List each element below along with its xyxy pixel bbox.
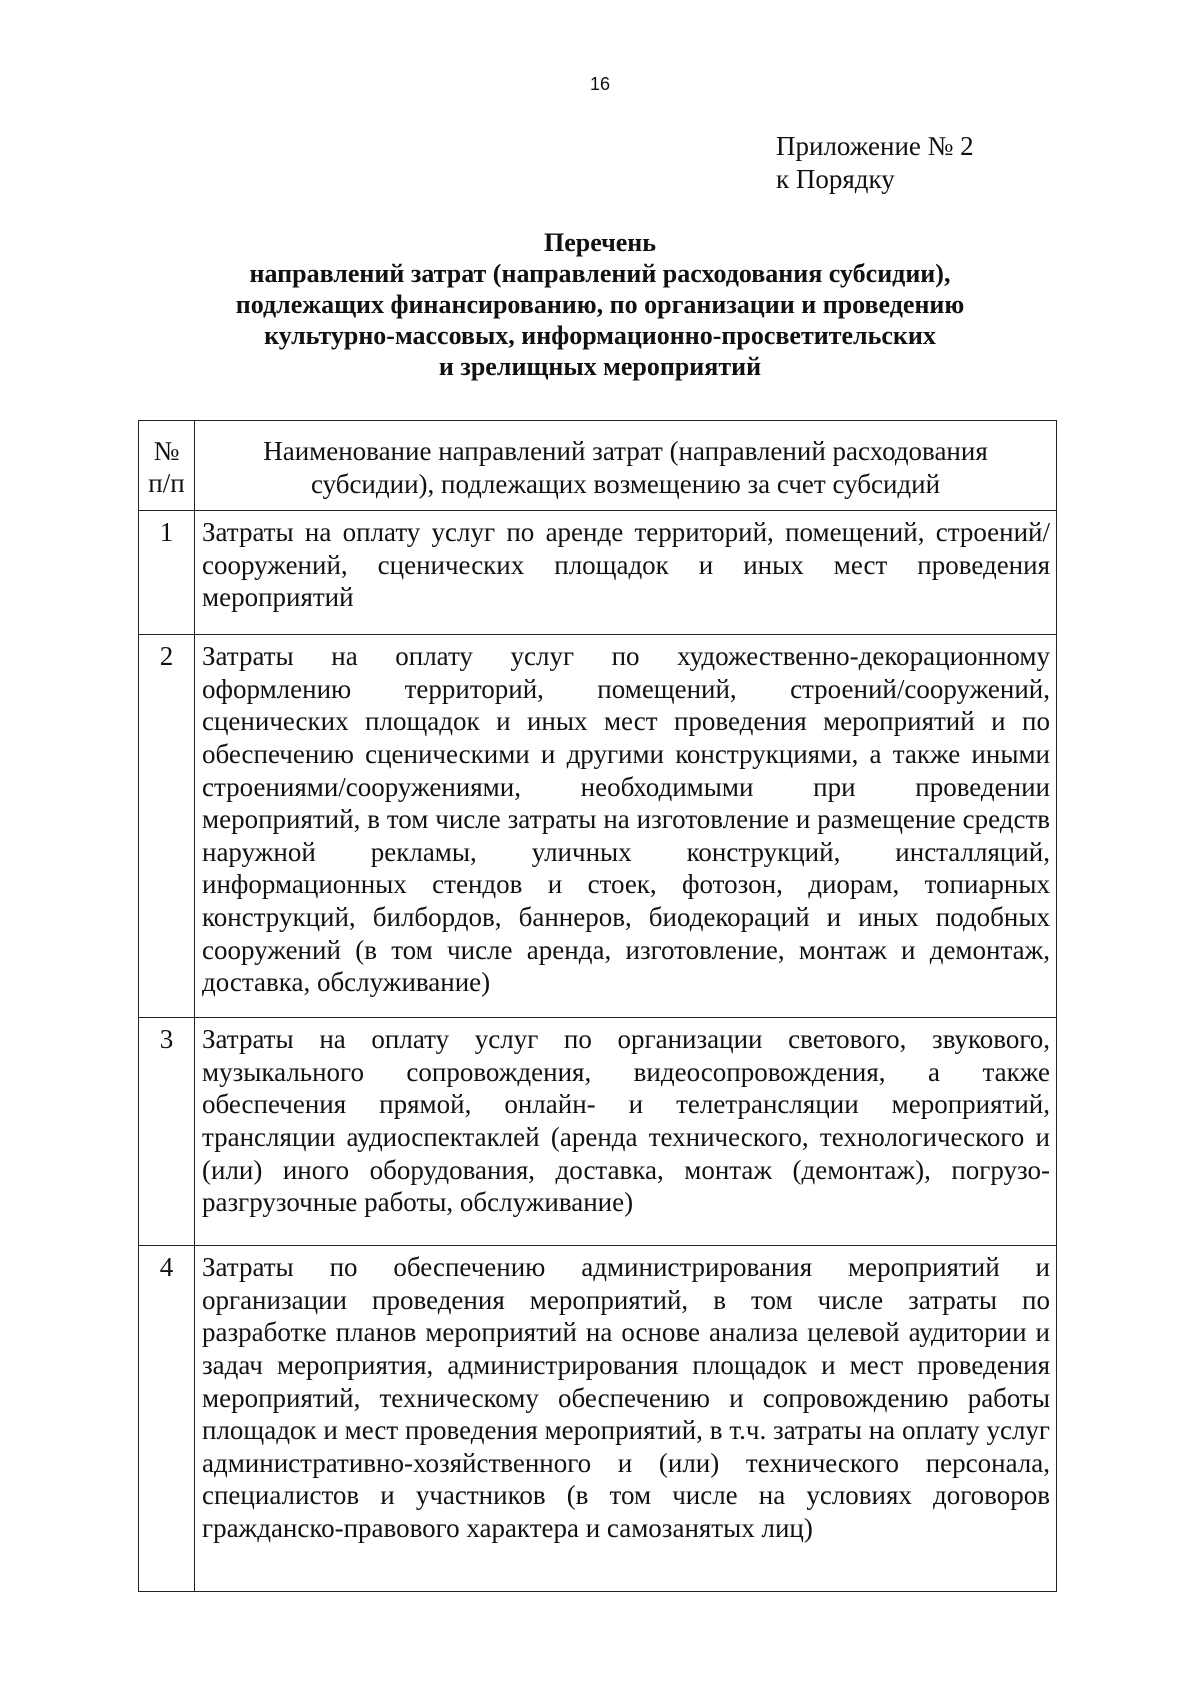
title-line: подлежащих финансированию, по организации и проведению	[235, 290, 965, 319]
table-row	[139, 1246, 1057, 1592]
row-number: 2	[139, 635, 195, 1018]
cost-directions-table	[138, 420, 1057, 1592]
row-number: 1	[139, 511, 195, 635]
table-header-row	[139, 421, 1057, 511]
column-header-name: Наименование направлений затрат (направлений расходования субсидии), подлежащих возмещению за счет субсидий	[195, 421, 1057, 511]
document-title	[0, 227, 1200, 382]
table-row	[139, 1018, 1057, 1246]
title-line: культурно-массовых, информационно-просветительских	[264, 321, 936, 350]
header-number-abbrev: п/п	[148, 468, 185, 498]
title-line: и зрелищных мероприятий	[438, 352, 762, 381]
title-line: направлений затрат (направлений расходования субсидии),	[249, 259, 951, 288]
title-line: Перечень	[543, 228, 657, 257]
table-row	[139, 635, 1057, 1018]
column-header-number	[139, 421, 195, 511]
row-description: Затраты на оплату услуг по аренде территорий, помещений, строений/сооружений, сценических площадок и иных мест проведения мероприятий	[195, 511, 1057, 635]
page-number: 16	[589, 74, 611, 94]
header-number-symbol: №	[153, 436, 180, 466]
appendix-line: Приложение № 2	[776, 131, 974, 161]
appendix-reference	[776, 130, 974, 196]
row-description: Затраты на оплату услуг по художественно-декорационному оформлению территорий, помещений, строений/сооружений, сценических площадок и иных мест проведения мероприятий и по обеспечению сценическими и другими конструкциями, а также иными строениями/сооружениями, необходимыми при проведении мероприятий, в том числе затраты на изготовление и размещение средств наружной рекламы, уличных конструкций, инсталляций, информационных стендов и стоек, фотозон, диорам, топиарных конструкций, билбордов, баннеров, биодекораций и иных подобных сооружений (в том числе аренда, изготовление, монтаж и демонтаж, доставка, обслуживание)	[195, 635, 1057, 1018]
row-number: 4	[139, 1246, 195, 1592]
row-description: Затраты на оплату услуг по организации светового, звукового, музыкального сопровождения, видеосопровождения, а также обеспечения прямой, онлайн- и телетрансляции мероприятий, трансляции аудиоспектаклей (аренда технического, технологического и (или) иного оборудования, доставка, монтаж (демонтаж), погрузо-разгрузочные работы, обслуживание)	[195, 1018, 1057, 1246]
appendix-line: к Порядку	[776, 164, 895, 194]
table-row	[139, 511, 1057, 635]
row-number: 3	[139, 1018, 195, 1246]
row-description: Затраты по обеспечению администрирования мероприятий и организации проведения мероприятий, в том числе затраты по разработке планов мероприятий на основе анализа целевой аудитории и задач мероприятия, администрирования площадок и мест проведения мероприятий, техническому обеспечению и сопровождению работы площадок и мест проведения мероприятий, в т.ч. затраты на оплату услуг административно-хозяйственного и (или) технического персонала, специалистов и участников (в том числе на условиях договоров гражданско-правового характера и самозанятых лиц)	[195, 1246, 1057, 1592]
